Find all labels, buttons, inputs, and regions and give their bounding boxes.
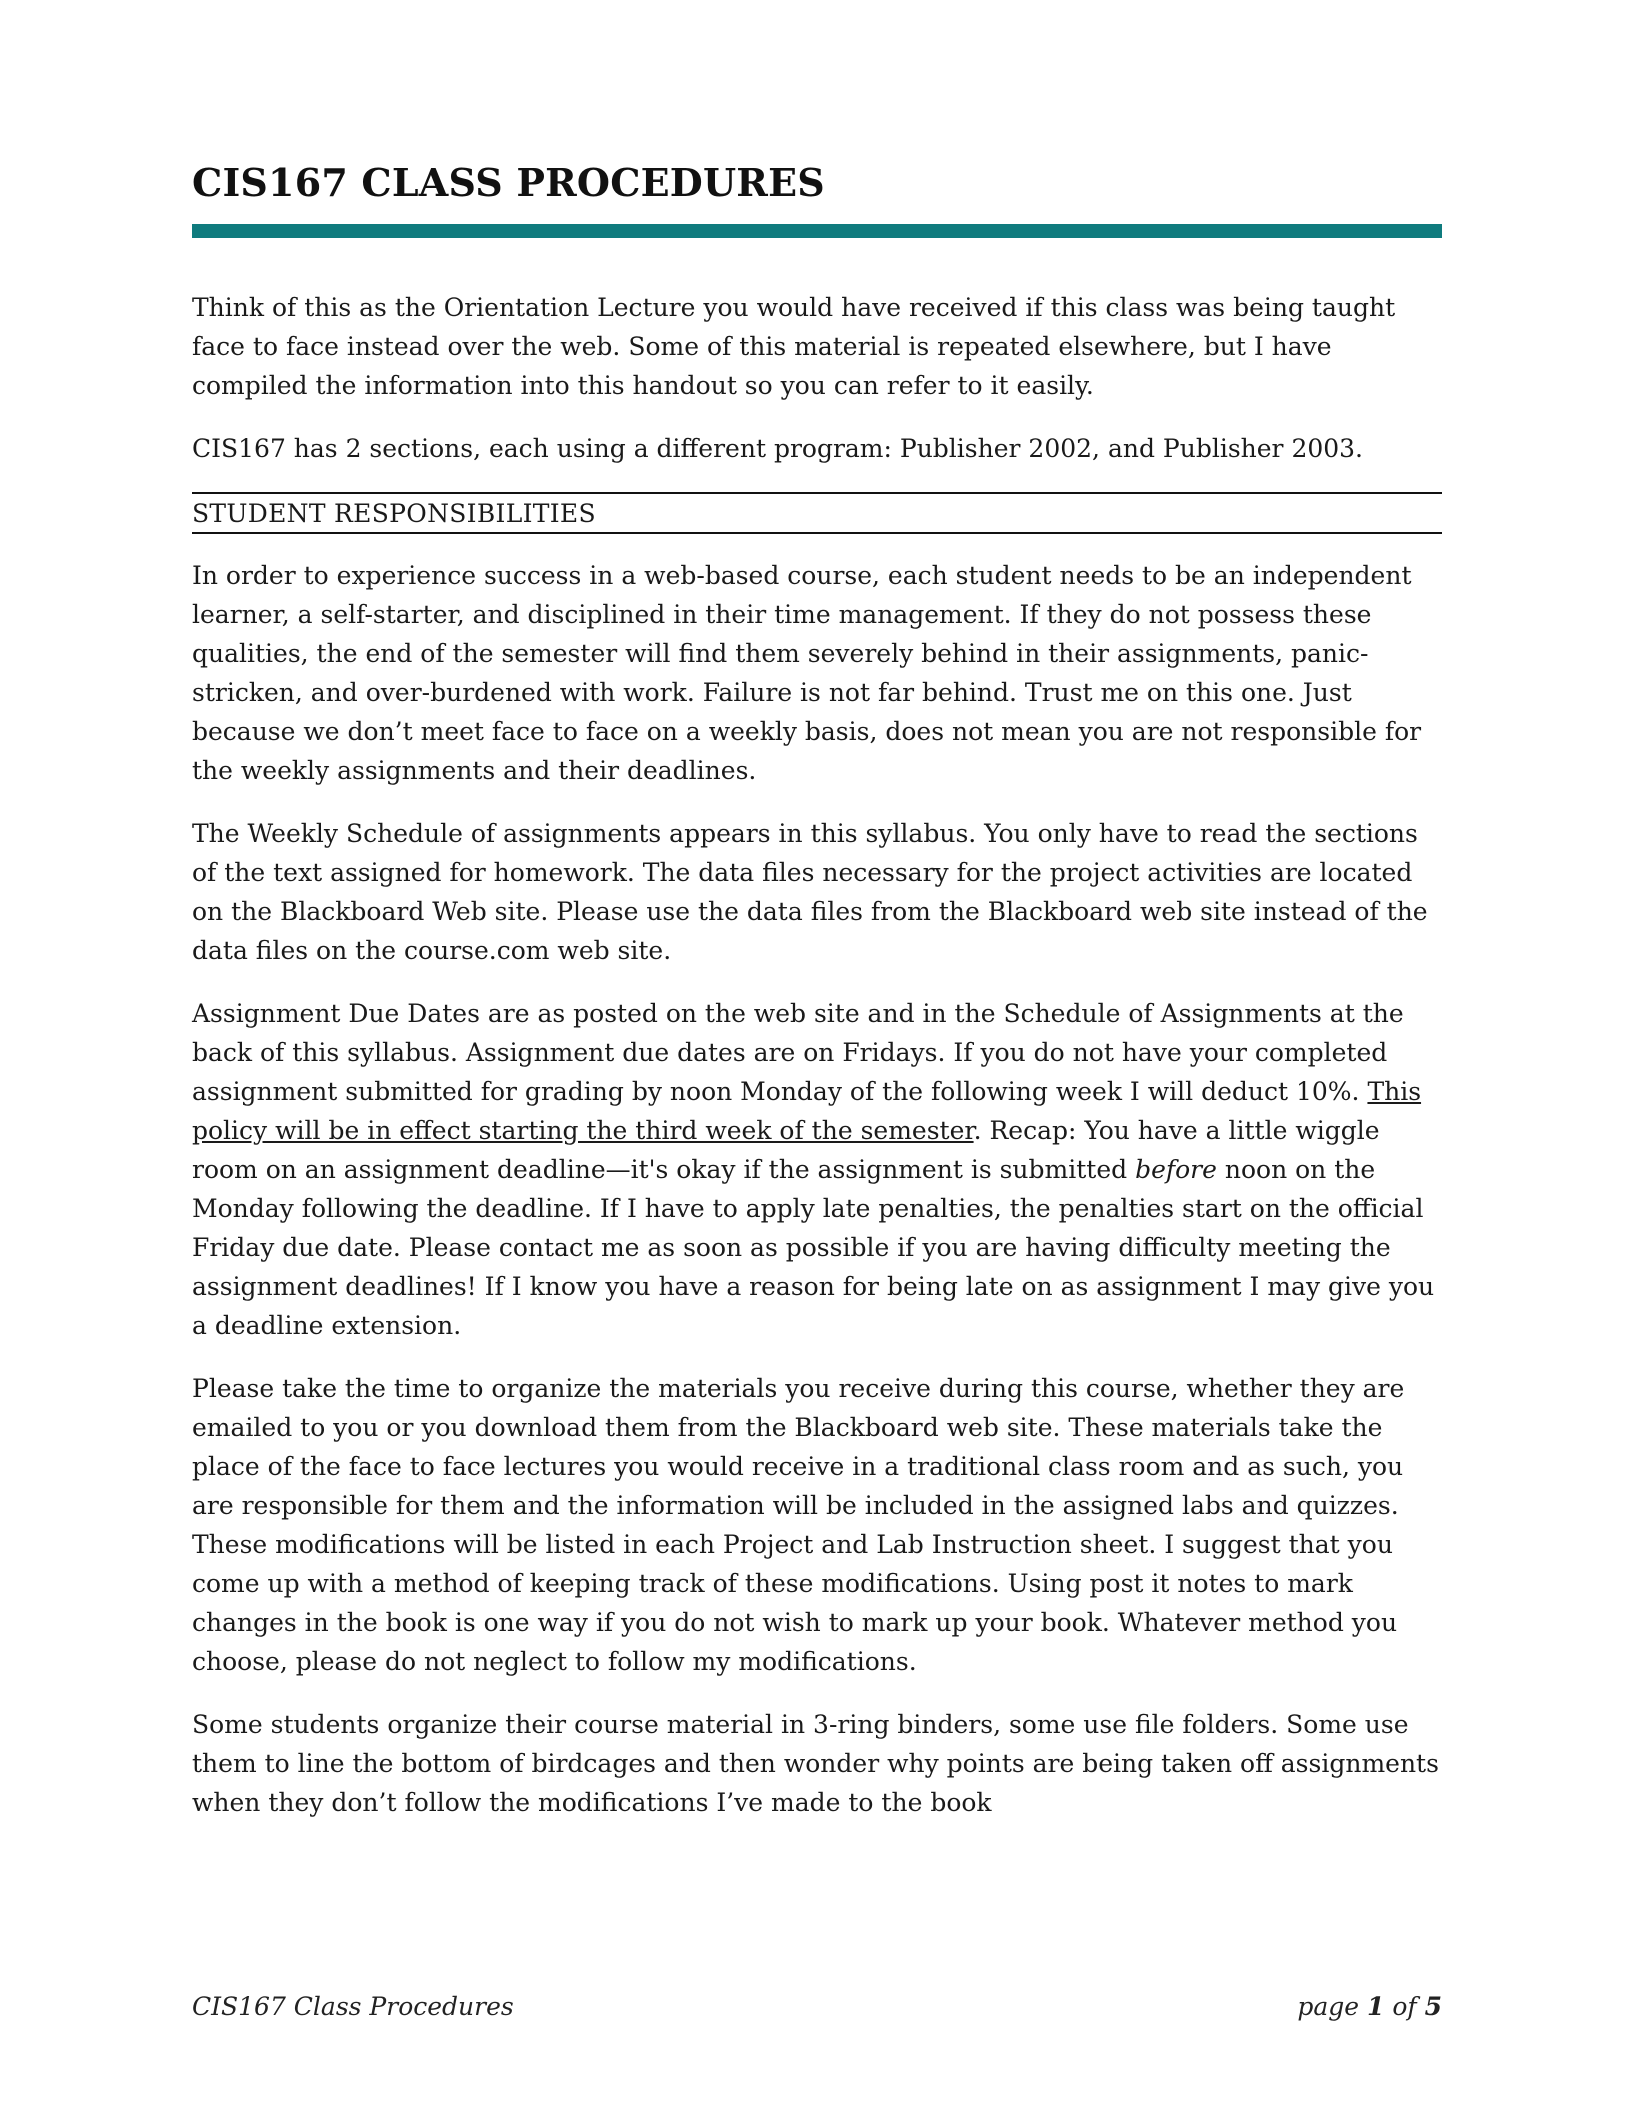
section-heading: STUDENT RESPONSIBILITIES: [192, 492, 1442, 534]
body-paragraph: The Weekly Schedule of assignments appears in this syllabus. You only have to read the sections of the text assigned for homework. The data files necessary for the project activities are located on the Blackboard Web site. Please use the data files from the Blackboard web site instead of the data files on the course.com web site.: [192, 819, 1428, 965]
footer-document-name: CIS167 Class Procedures: [192, 1992, 514, 2021]
body-paragraph-due-dates: [192, 994, 1442, 1345]
page-current: 1: [1366, 1992, 1385, 2021]
intro-paragraph: CIS167 has 2 sections, each using a different program: Publisher 2002, and Publisher 2003.: [192, 434, 1364, 463]
document-page: [192, 160, 1442, 1846]
page-title: CIS167 CLASS PROCEDURES: [192, 160, 825, 205]
italic-text: before: [1135, 1155, 1217, 1184]
underlined-policy-text: This policy will be in effect starting the third week of the semester: [192, 1077, 1422, 1145]
page-of: of: [1384, 1992, 1425, 2021]
body-paragraph: Some students organize their course material in 3-ring binders, some use file folders. Some use them to line the bottom of birdcages and then wonder why points are being taken off assignments when they don’t follow the modifications I’ve made to the book: [192, 1710, 1439, 1817]
text-run: . Recap: You have a little wiggle room on an assignment deadline—it's okay if the assignment is submitted: [192, 1116, 1380, 1184]
title-rule: [192, 224, 1442, 238]
body-paragraph: In order to experience success in a web-based course, each student needs to be an independent learner, a self-starter, and disciplined in their time management. If they do not possess these qualities, the end of the semester will find them severely behind in their assignments, panic-stricken, and over-burdened with work. Failure is not far behind. Trust me on this one. Just because we don’t meet face to face on a weekly basis, does not mean you are not responsible for the weekly assignments and their deadlines.: [192, 561, 1422, 785]
section-body: [192, 556, 1442, 1822]
intro-paragraph: Think of this as the Orientation Lecture you would have received if this class was being taught face to face instead over the web. Some of this material is repeated elsewhere, but I have compiled the information into this handout so you can refer to it easily.: [192, 293, 1396, 400]
text-run: noon on the Monday following the deadline. If I have to apply late penalties, the penalties start on the official Friday due date. Please contact me as soon as possible if you are having difficulty meeting the assignment deadlines! If I know you have a reason for being late on as assignment I may give you a deadline extension.: [192, 1155, 1435, 1340]
intro-section: [192, 288, 1442, 468]
page-label: page: [1297, 1992, 1367, 2021]
footer-page-number: [1297, 1990, 1442, 2024]
page-total: 5: [1424, 1992, 1442, 2021]
text-run: Assignment Due Dates are as posted on the web site and in the Schedule of Assignments at the back of this syllabus. Assignment due dates are on Fridays. If you do not have your completed assignment submitted for grading by noon Monday of the following week I will deduct 10%.: [192, 999, 1404, 1106]
page-footer: [192, 1990, 1442, 2024]
body-paragraph: Please take the time to organize the materials you receive during this course, whether they are emailed to you or you download them from the Blackboard web site. These materials take the place of the face to face lectures you would receive in a traditional class room and as such, you are responsible for them and the information will be included in the assigned labs and quizzes. These modifications will be listed in each Project and Lab Instruction sheet. I suggest that you come up with a method of keeping track of these modifications. Using post it notes to mark changes in the book is one way if you do not wish to mark up your book. Whatever method you choose, please do not neglect to follow my modifications.: [192, 1374, 1405, 1676]
